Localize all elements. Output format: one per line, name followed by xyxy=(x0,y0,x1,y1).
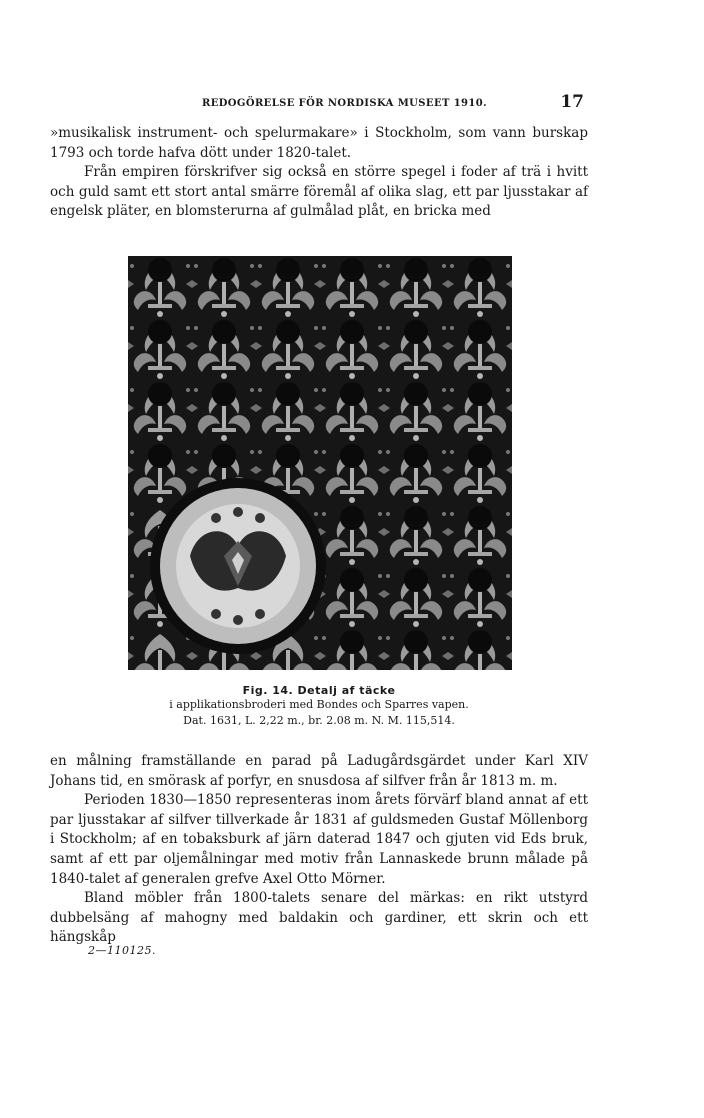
pattern-roundel xyxy=(404,258,428,282)
pattern-roundel xyxy=(340,320,364,344)
pattern-roundel xyxy=(340,630,364,654)
pattern-roundel xyxy=(148,444,172,468)
pattern-roundel xyxy=(212,444,236,468)
pattern-roundel xyxy=(148,382,172,406)
pattern-roundel xyxy=(468,506,492,530)
pattern-roundel xyxy=(404,320,428,344)
figure-image-embroidered-coverlet xyxy=(128,256,512,670)
pattern-roundel xyxy=(212,382,236,406)
printer-signature-mark: 2—110125. xyxy=(88,944,156,957)
paragraph: Från empiren förskrifver sig också en större spegel i foder af trä i hvitt och guld samt ett stort antal smärre föremål af olika slag, ett par ljusstakar af engelsk pläter, en blomsterurna af gulmålad plåt, en bricka med xyxy=(50,164,588,220)
coat-of-arms-medallion xyxy=(150,478,326,654)
pattern-roundel xyxy=(404,506,428,530)
embroidery-pattern-illustration xyxy=(128,256,512,670)
page-number: 17 xyxy=(560,92,584,112)
pattern-roundel xyxy=(404,382,428,406)
pattern-roundel xyxy=(276,444,300,468)
pattern-roundel xyxy=(212,320,236,344)
figure-caption-title: Fig. 14. Detalj af täcke xyxy=(242,684,396,697)
pattern-roundel xyxy=(340,444,364,468)
figure-caption xyxy=(50,684,588,729)
paragraph: Bland möbler från 1800-talets senare del märkas: en rikt utstyrd dubbelsäng af mahogny med baldakin och gardiner, ett skrin och ett hängskåp xyxy=(50,890,588,946)
pattern-roundel xyxy=(404,568,428,592)
figure-caption-line: i applikationsbroderi med Bondes och Sparres vapen. xyxy=(169,698,469,711)
pattern-roundel xyxy=(148,320,172,344)
paragraph: en målning framställande en parad på Ladugårdsgärdet under Karl XIV Johans tid, en smörask af porfyr, en snusdosa af silfver från år 1813 m. m. xyxy=(50,753,588,789)
pattern-roundel xyxy=(468,630,492,654)
paragraph: Perioden 1830—1850 representeras inom årets förvärf bland annat af ett par ljusstakar af silfver tillverkade år 1831 af guldsmeden Gustaf Möllenborg i Stockholm; af en tobaksburk af järn daterad 1847 och gjuten vid Eds bruk, samt af ett par oljemålningar med motiv från Lannaskede brunn målade på 1840-talet af generalen grefve Axel Otto Mörner. xyxy=(50,792,588,887)
body-text-top xyxy=(50,124,588,222)
pattern-roundel xyxy=(340,382,364,406)
pattern-roundel xyxy=(468,568,492,592)
pattern-roundel xyxy=(340,258,364,282)
pattern-roundel xyxy=(468,258,492,282)
pattern-roundel xyxy=(468,320,492,344)
pattern-roundel xyxy=(276,258,300,282)
paragraph: »musikalisk instrument- och spelurmakare» i Stockholm, som vann burskap 1793 och torde hafva dött under 1820-talet. xyxy=(50,125,588,161)
pattern-roundel xyxy=(404,444,428,468)
body-text-bottom xyxy=(50,752,588,948)
running-head: REDOGÖRELSE FÖR NORDISKA MUSEET 1910. xyxy=(202,98,488,109)
figure-caption-line: Dat. 1631, L. 2,22 m., br. 2.08 m. N. M. 115,514. xyxy=(183,714,455,727)
pattern-roundel xyxy=(276,320,300,344)
pattern-roundel xyxy=(340,506,364,530)
pattern-roundel xyxy=(468,382,492,406)
pattern-roundel xyxy=(148,258,172,282)
pattern-roundel xyxy=(340,568,364,592)
page-header xyxy=(50,92,588,116)
pattern-roundel xyxy=(276,382,300,406)
pattern-roundel xyxy=(212,258,236,282)
pattern-roundel xyxy=(404,630,428,654)
pattern-roundel xyxy=(468,444,492,468)
